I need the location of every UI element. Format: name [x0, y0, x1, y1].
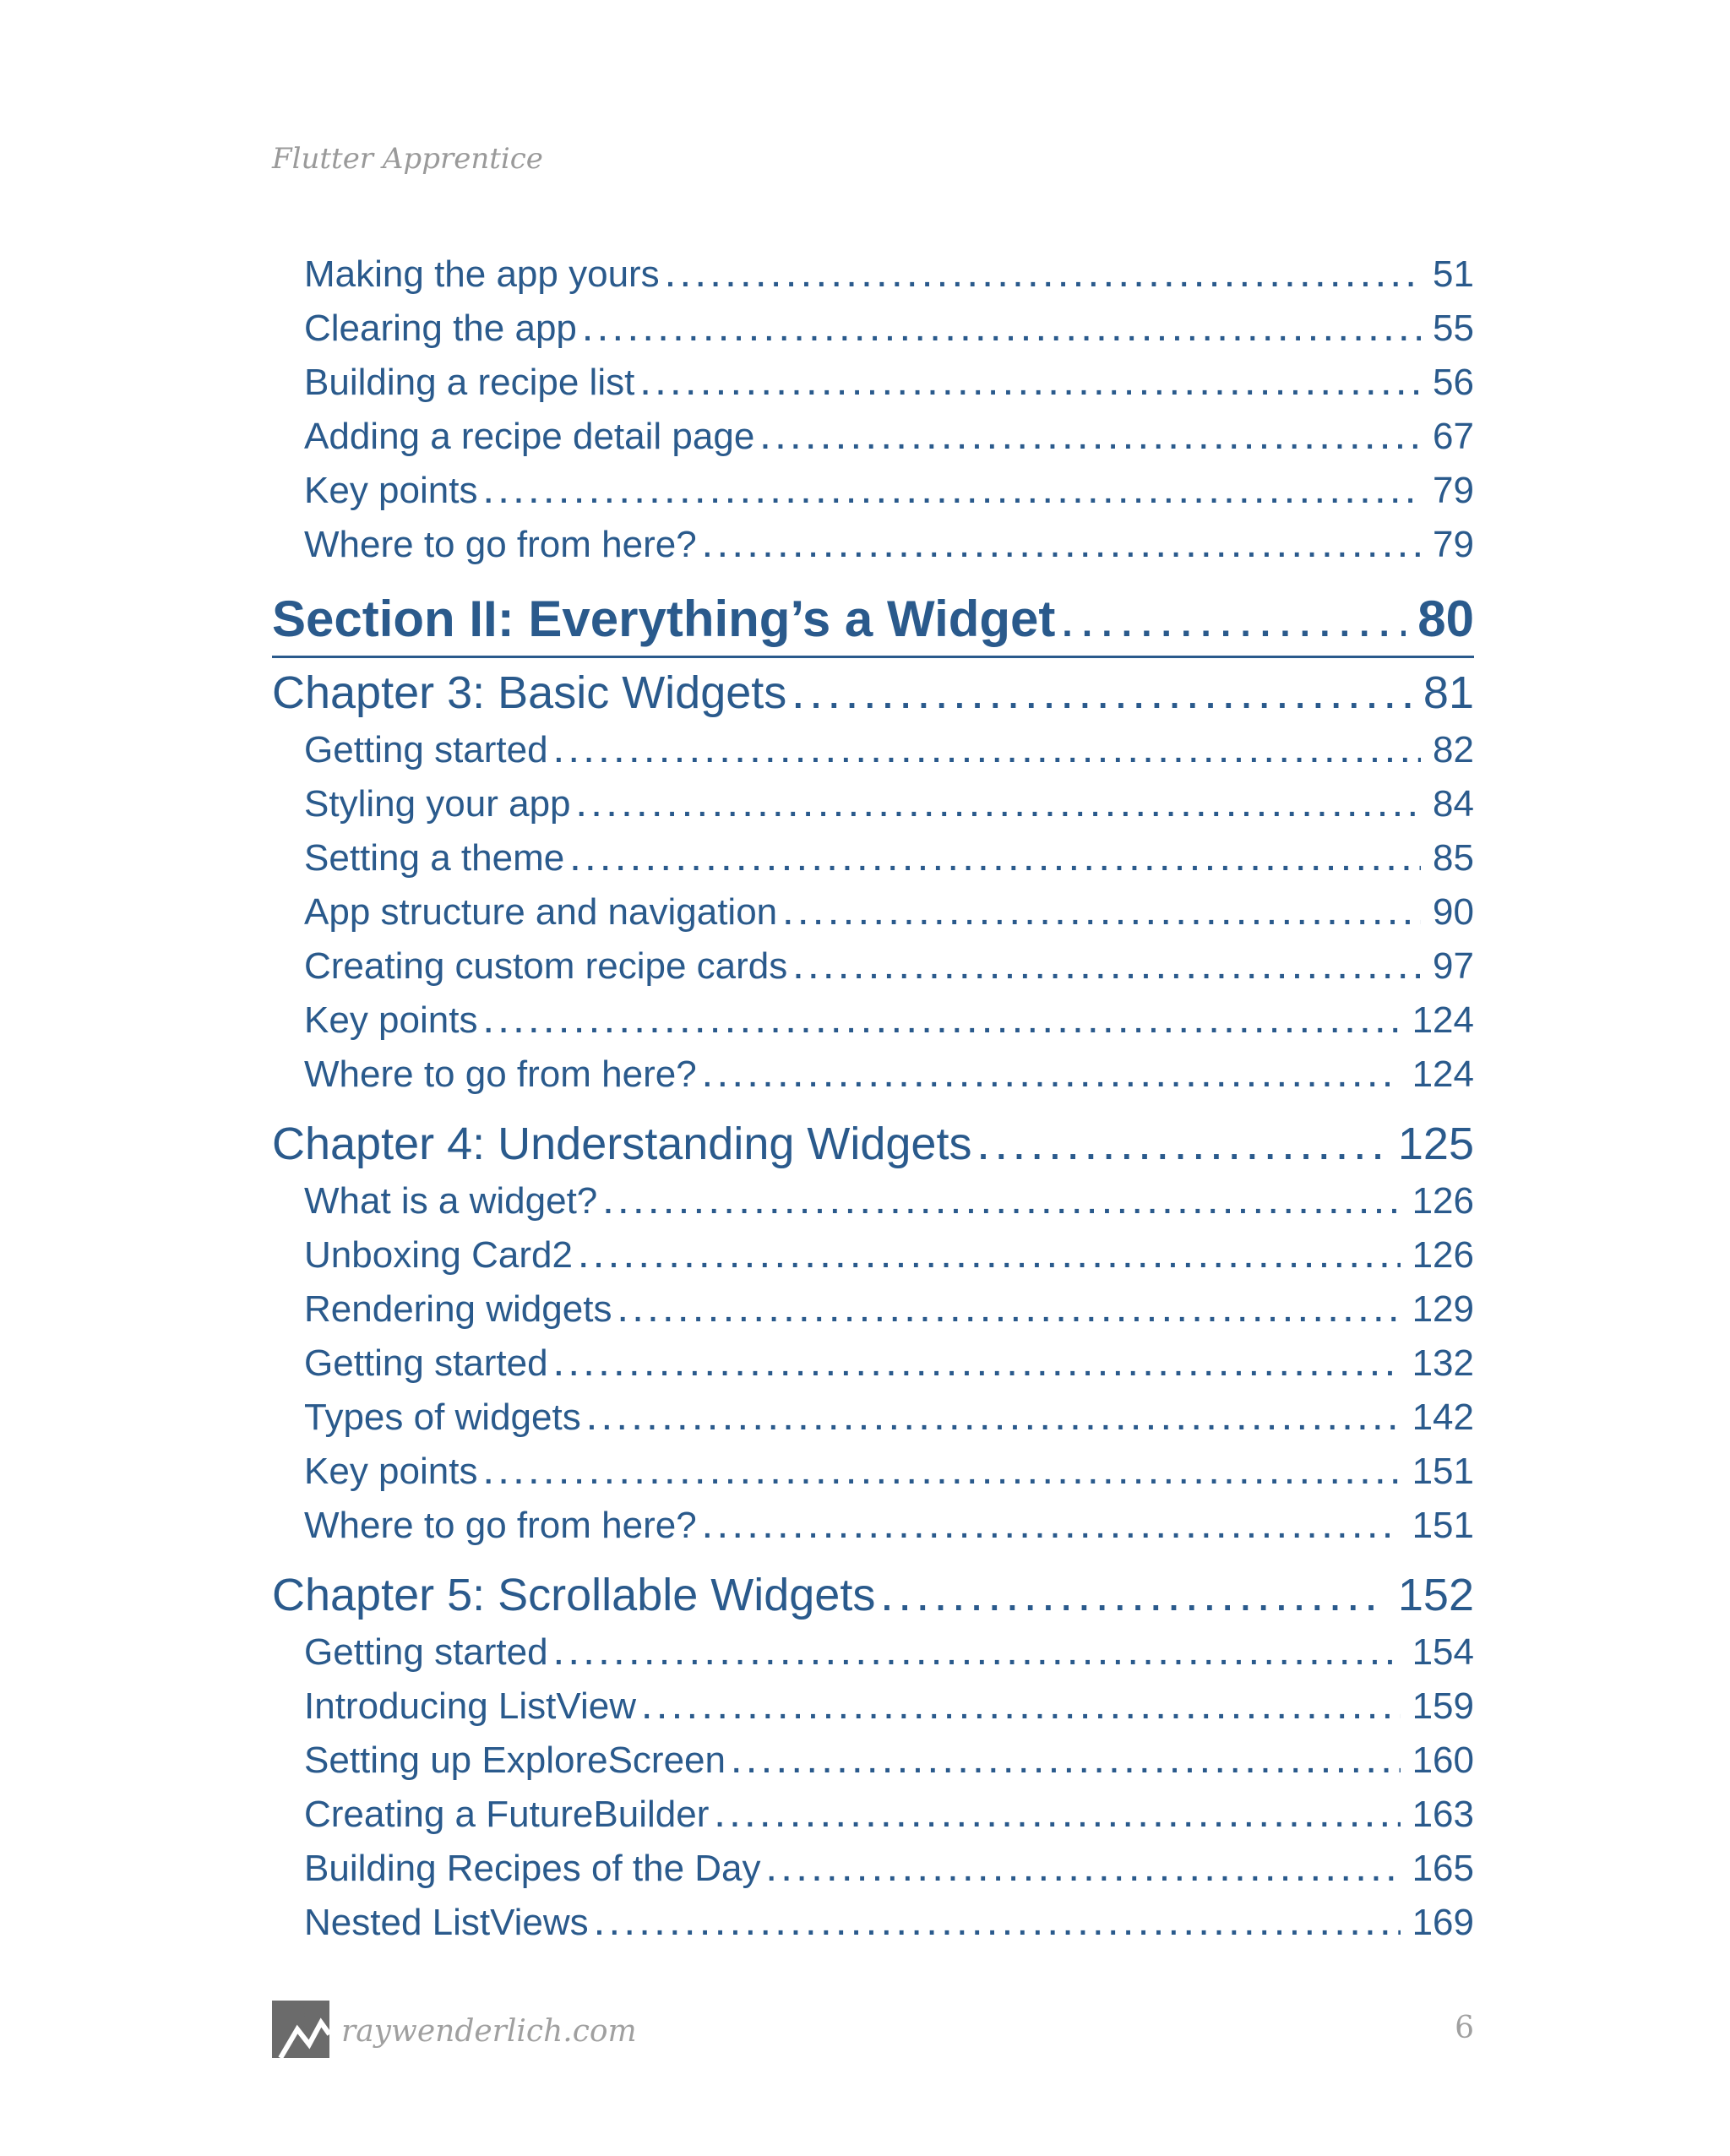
toc-chapter-label: Chapter 5: Scrollable Widgets	[272, 1570, 876, 1620]
toc-entry-label: Key points	[304, 1451, 478, 1492]
dot-leader	[555, 1350, 1401, 1383]
toc-entry[interactable]	[272, 1505, 1474, 1559]
toc-entry-label: Unboxing Card2	[304, 1234, 573, 1276]
toc-entry-label: Where to go from here?	[304, 1505, 697, 1546]
toc-chapter-label: Chapter 3: Basic Widgets	[272, 667, 787, 718]
toc-entry[interactable]	[272, 1902, 1474, 1956]
toc-entry-page: 126	[1412, 1234, 1474, 1276]
dot-leader	[618, 1296, 1400, 1329]
dot-leader	[1062, 603, 1406, 645]
dot-leader	[484, 1007, 1400, 1040]
toc-chapter-entry[interactable]	[272, 1118, 1474, 1180]
dot-leader	[578, 791, 1422, 824]
table-of-contents	[272, 253, 1474, 1956]
toc-entry-page: 163	[1412, 1794, 1474, 1835]
toc-entry[interactable]	[272, 1342, 1474, 1396]
toc-entry[interactable]	[272, 253, 1474, 308]
toc-entry[interactable]	[272, 837, 1474, 891]
toc-entry-label: Setting up ExploreScreen	[304, 1740, 726, 1781]
toc-section-label: Section II: Everything’s a Widget	[272, 591, 1056, 647]
dot-leader	[715, 1801, 1400, 1834]
dot-leader	[579, 1242, 1401, 1275]
toc-entry-label: Introducing ListView	[304, 1685, 636, 1727]
page-footer	[272, 2001, 1474, 2060]
toc-entry-label: Creating a FutureBuilder	[304, 1794, 710, 1835]
dot-leader	[784, 899, 1421, 932]
toc-entry-label: Getting started	[304, 1631, 548, 1673]
dot-leader	[555, 1639, 1401, 1672]
dot-leader	[604, 1188, 1400, 1221]
dot-leader	[484, 1458, 1400, 1491]
toc-entry-page: 82	[1433, 729, 1474, 770]
toc-entry-page: 159	[1412, 1685, 1474, 1727]
dot-leader	[596, 1909, 1401, 1942]
toc-entry[interactable]	[272, 1180, 1474, 1234]
toc-entry[interactable]	[272, 1234, 1474, 1288]
toc-chapter-entry[interactable]	[272, 667, 1474, 729]
toc-entry[interactable]	[272, 1794, 1474, 1848]
dot-leader	[704, 531, 1421, 564]
toc-entry[interactable]	[272, 308, 1474, 362]
toc-entry-page: 90	[1433, 891, 1474, 933]
toc-entry-label: Types of widgets	[304, 1396, 581, 1438]
toc-entry[interactable]	[272, 1396, 1474, 1451]
toc-entry-label: Where to go from here?	[304, 524, 697, 565]
page-header-title: Flutter Apprentice	[272, 142, 543, 176]
dot-leader	[641, 369, 1421, 402]
toc-entry[interactable]	[272, 1054, 1474, 1108]
toc-entry-page: 79	[1433, 470, 1474, 511]
toc-entry-label: Creating custom recipe cards	[304, 945, 788, 987]
toc-entry[interactable]	[272, 362, 1474, 416]
toc-entry[interactable]	[272, 524, 1474, 578]
toc-entry-page: 151	[1412, 1451, 1474, 1492]
toc-chapter-label: Chapter 4: Understanding Widgets	[272, 1119, 972, 1169]
toc-entry-page: 56	[1433, 362, 1474, 403]
toc-entry[interactable]	[272, 783, 1474, 837]
page-number: 6	[1455, 2011, 1474, 2045]
toc-entry-label: Clearing the app	[304, 308, 577, 349]
dot-leader	[761, 423, 1421, 456]
toc-entry[interactable]	[272, 1740, 1474, 1794]
toc-entry-page: 142	[1412, 1396, 1474, 1438]
toc-entry[interactable]	[272, 416, 1474, 470]
toc-entry-page: 67	[1433, 416, 1474, 457]
toc-entry[interactable]	[272, 1451, 1474, 1505]
dot-leader	[978, 1130, 1385, 1168]
dot-leader	[588, 1404, 1401, 1437]
toc-entry[interactable]	[272, 945, 1474, 999]
toc-entry-label: Making the app yours	[304, 253, 660, 295]
toc-entry-label: Getting started	[304, 729, 548, 770]
toc-entry-label: Nested ListViews	[304, 1902, 589, 1943]
toc-entry[interactable]	[272, 1288, 1474, 1342]
toc-entry-page: 165	[1412, 1848, 1474, 1889]
toc-entry-label: Styling your app	[304, 783, 571, 825]
dot-leader	[882, 1581, 1386, 1619]
toc-entry[interactable]	[272, 891, 1474, 945]
dot-leader	[794, 953, 1421, 986]
toc-entry-label: Key points	[304, 999, 478, 1041]
toc-entry[interactable]	[272, 1848, 1474, 1902]
toc-chapter-entry[interactable]	[272, 1569, 1474, 1631]
toc-entry-page: 126	[1412, 1180, 1474, 1222]
toc-entry-label: Where to go from here?	[304, 1054, 697, 1095]
toc-chapter-page: 152	[1397, 1570, 1474, 1620]
dot-leader	[584, 315, 1421, 348]
toc-entry-label: Setting a theme	[304, 837, 565, 879]
toc-entry-label: App structure and navigation	[304, 891, 778, 933]
dot-leader	[732, 1747, 1401, 1780]
dot-leader	[484, 477, 1421, 510]
toc-entry-page: 85	[1433, 837, 1474, 879]
toc-entry-label: Key points	[304, 470, 478, 511]
toc-entry-page: 160	[1412, 1740, 1474, 1781]
toc-section-page: 80	[1417, 591, 1474, 647]
dot-leader	[571, 845, 1421, 878]
footer-url[interactable]: raywenderlich.com	[341, 2014, 637, 2049]
toc-section-entry[interactable]	[272, 590, 1474, 658]
toc-entry-page: 124	[1412, 999, 1474, 1041]
toc-entry-page: 132	[1412, 1342, 1474, 1384]
toc-entry-page: 79	[1433, 524, 1474, 565]
toc-entry-label: Rendering widgets	[304, 1288, 612, 1330]
dot-leader	[643, 1693, 1401, 1726]
toc-entry-page: 97	[1433, 945, 1474, 987]
dot-leader	[768, 1855, 1401, 1888]
toc-entry-label: Building a recipe list	[304, 362, 635, 403]
raywenderlich-logo-icon	[272, 2001, 329, 2058]
toc-entry-label: Building Recipes of the Day	[304, 1848, 761, 1889]
dot-leader	[666, 261, 1421, 294]
dot-leader	[555, 737, 1421, 770]
toc-entry[interactable]	[272, 1631, 1474, 1685]
dot-leader	[704, 1512, 1401, 1545]
toc-entry[interactable]	[272, 470, 1474, 524]
toc-entry-page: 84	[1433, 783, 1474, 825]
toc-entry-page: 151	[1412, 1505, 1474, 1546]
toc-entry-page: 169	[1412, 1902, 1474, 1943]
toc-entry-page: 129	[1412, 1288, 1474, 1330]
toc-chapter-page: 125	[1397, 1119, 1474, 1169]
toc-entry-label: What is a widget?	[304, 1180, 598, 1222]
dot-leader	[704, 1061, 1401, 1094]
toc-entry-page: 55	[1433, 308, 1474, 349]
toc-chapter-page: 81	[1423, 667, 1474, 718]
toc-entry-page: 51	[1433, 253, 1474, 295]
toc-entry-label: Adding a recipe detail page	[304, 416, 755, 457]
toc-entry-page: 154	[1412, 1631, 1474, 1673]
toc-entry[interactable]	[272, 729, 1474, 783]
toc-entry[interactable]	[272, 999, 1474, 1054]
dot-leader	[793, 678, 1412, 716]
toc-entry-page: 124	[1412, 1054, 1474, 1095]
toc-entry-label: Getting started	[304, 1342, 548, 1384]
toc-entry[interactable]	[272, 1685, 1474, 1740]
